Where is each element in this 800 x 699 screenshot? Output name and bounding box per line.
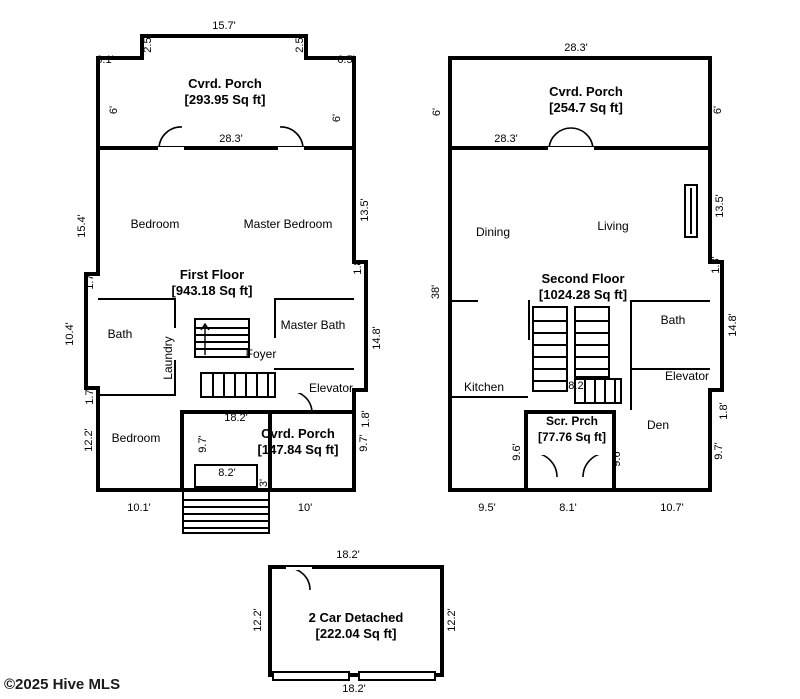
interior-wall	[450, 300, 478, 302]
door-icon	[548, 126, 572, 150]
dimension: 1.7'	[84, 272, 96, 290]
dimension: 12.2'	[446, 608, 458, 632]
wall	[96, 386, 100, 492]
first-floor-name: First Floor	[179, 267, 245, 282]
porch-area: [147.84 Sq ft]	[257, 442, 339, 457]
dimension: 1.8'	[718, 402, 730, 420]
window-mullion	[690, 188, 692, 234]
door-icon	[278, 126, 304, 150]
dimension: 6'	[712, 105, 724, 115]
garage-area: [222.04 Sq ft]	[315, 626, 397, 641]
second-floor-area: [1024.28 Sq ft]	[538, 287, 628, 302]
porch-label: Cvrd. Porch	[549, 84, 623, 99]
second-floor-title	[539, 271, 627, 303]
wall	[96, 56, 100, 150]
screen-porch-title	[538, 413, 606, 445]
dimension: 38'	[430, 284, 442, 300]
wall	[96, 146, 100, 276]
dimension: 13.5'	[359, 198, 371, 222]
garage-title	[309, 610, 404, 642]
staircase	[574, 306, 610, 378]
wall	[352, 388, 356, 492]
room-label: Laundry	[161, 336, 175, 380]
interior-wall	[274, 298, 354, 300]
interior-wall	[274, 298, 276, 338]
wall	[448, 56, 452, 150]
dimension: 28.3'	[564, 42, 588, 54]
dimension: 6'	[331, 113, 343, 123]
dimension: 1.7'	[84, 387, 96, 405]
interior-wall	[630, 300, 710, 302]
dimension: 1.8'	[352, 257, 364, 275]
dimension: 8.2'	[218, 467, 236, 479]
dimension: 6.5'	[337, 54, 355, 66]
dimension: 9.6'	[511, 443, 523, 461]
room-label: Den	[646, 418, 670, 432]
staircase	[200, 372, 276, 398]
porch-area: [254.7 Sq ft]	[549, 100, 623, 115]
interior-wall	[174, 298, 176, 328]
dimension: 10.1'	[127, 502, 151, 514]
room-label: Bedroom	[130, 217, 180, 231]
wall	[352, 56, 356, 150]
garage-door	[272, 671, 350, 681]
dimension: 10'	[297, 502, 313, 514]
dimension: 15.4'	[76, 214, 88, 238]
wall	[448, 56, 712, 60]
dimension: 10.4'	[64, 322, 76, 346]
interior-wall	[450, 396, 528, 398]
door-icon	[532, 452, 558, 478]
second-floor-name: Second Floor	[541, 271, 625, 286]
dimension: 9.6'	[611, 449, 623, 467]
dimension: 28.3'	[494, 133, 518, 145]
stair-arrow-icon	[198, 322, 212, 356]
wall	[708, 146, 712, 264]
porch-label: Cvrd. Porch	[188, 76, 262, 91]
dimension: 18.2'	[336, 549, 360, 561]
dimension: 9.7'	[713, 442, 725, 460]
dimension: 28.3'	[219, 133, 243, 145]
dimension: 8.1'	[559, 502, 577, 514]
wall	[708, 56, 712, 150]
dimension: 10.7'	[660, 502, 684, 514]
screen-porch-label: Scr. Prch	[545, 414, 599, 428]
dimension: 9.7'	[197, 435, 209, 453]
door-icon	[582, 452, 608, 478]
garage-door	[358, 671, 436, 681]
staircase	[532, 306, 568, 392]
dimension: 13.5'	[714, 194, 726, 218]
room-label: Living	[597, 219, 629, 233]
room-label: Foyer	[245, 347, 277, 361]
dimension: 14.8'	[371, 326, 383, 350]
wall	[140, 34, 308, 38]
dimension: 18.2'	[224, 412, 248, 424]
wall	[96, 146, 356, 150]
interior-wall	[274, 368, 354, 370]
interior-wall	[630, 300, 632, 410]
dimension: 18.2'	[342, 683, 366, 695]
dimension: 1.8'	[360, 410, 372, 428]
wall	[352, 146, 356, 264]
room-label: Bedroom	[111, 431, 161, 445]
dimension: 14.8'	[727, 313, 739, 337]
room-label: Master Bath	[280, 318, 346, 332]
dimension: 9.5'	[478, 502, 496, 514]
porch-area: [293.95 Sq ft]	[184, 92, 266, 107]
room-label: Master Bedroom	[243, 217, 333, 231]
room-label: Bath	[660, 313, 686, 327]
dimension: 12.2'	[83, 428, 95, 452]
dimension: 3'	[258, 478, 270, 488]
exterior-staircase	[182, 490, 270, 534]
interior-wall	[98, 394, 174, 396]
wall	[448, 146, 452, 492]
dimension: 6.1'	[96, 54, 114, 66]
wall	[96, 488, 180, 492]
room-label: Elevator	[308, 381, 354, 395]
wall	[708, 388, 712, 492]
room-label: Dining	[475, 225, 511, 239]
dimension: 2.5'	[142, 35, 154, 53]
wall	[180, 410, 184, 490]
dimension: 6'	[108, 105, 120, 115]
dimension: 6'	[431, 107, 443, 117]
dimension: 15.7'	[212, 20, 236, 32]
wall	[268, 488, 356, 492]
screen-porch-area: [77.76 Sq ft]	[537, 430, 607, 444]
door-icon	[158, 126, 184, 150]
first-floor-porch-bottom-title	[258, 426, 339, 458]
room-label: Bath	[107, 327, 133, 341]
wall	[448, 488, 712, 492]
wall	[440, 565, 444, 677]
interior-wall	[528, 300, 530, 340]
dimension: 9.7'	[358, 434, 370, 452]
wall	[268, 565, 272, 677]
first-floor-porch-top-title	[185, 76, 266, 108]
dimension: 12.2'	[252, 608, 264, 632]
door-icon	[570, 126, 594, 150]
dimension: 2.5'	[294, 35, 306, 53]
door-icon	[286, 567, 312, 591]
wall	[720, 260, 724, 392]
first-floor-area: [943.18 Sq ft]	[171, 283, 253, 298]
wall	[364, 260, 368, 392]
room-label: Elevator	[664, 369, 710, 383]
first-floor-title	[172, 267, 253, 299]
copyright-notice: ©2025 Hive MLS	[4, 676, 121, 693]
porch-label: Cvrd. Porch	[261, 426, 335, 441]
dimension: 1.8'	[710, 256, 722, 274]
second-floor-porch-title	[549, 84, 623, 116]
garage-name: 2 Car Detached	[308, 610, 404, 625]
wall	[524, 410, 528, 490]
room-label: Kitchen	[463, 380, 505, 394]
interior-wall	[98, 298, 174, 300]
dimension: 8.2'	[568, 380, 586, 392]
